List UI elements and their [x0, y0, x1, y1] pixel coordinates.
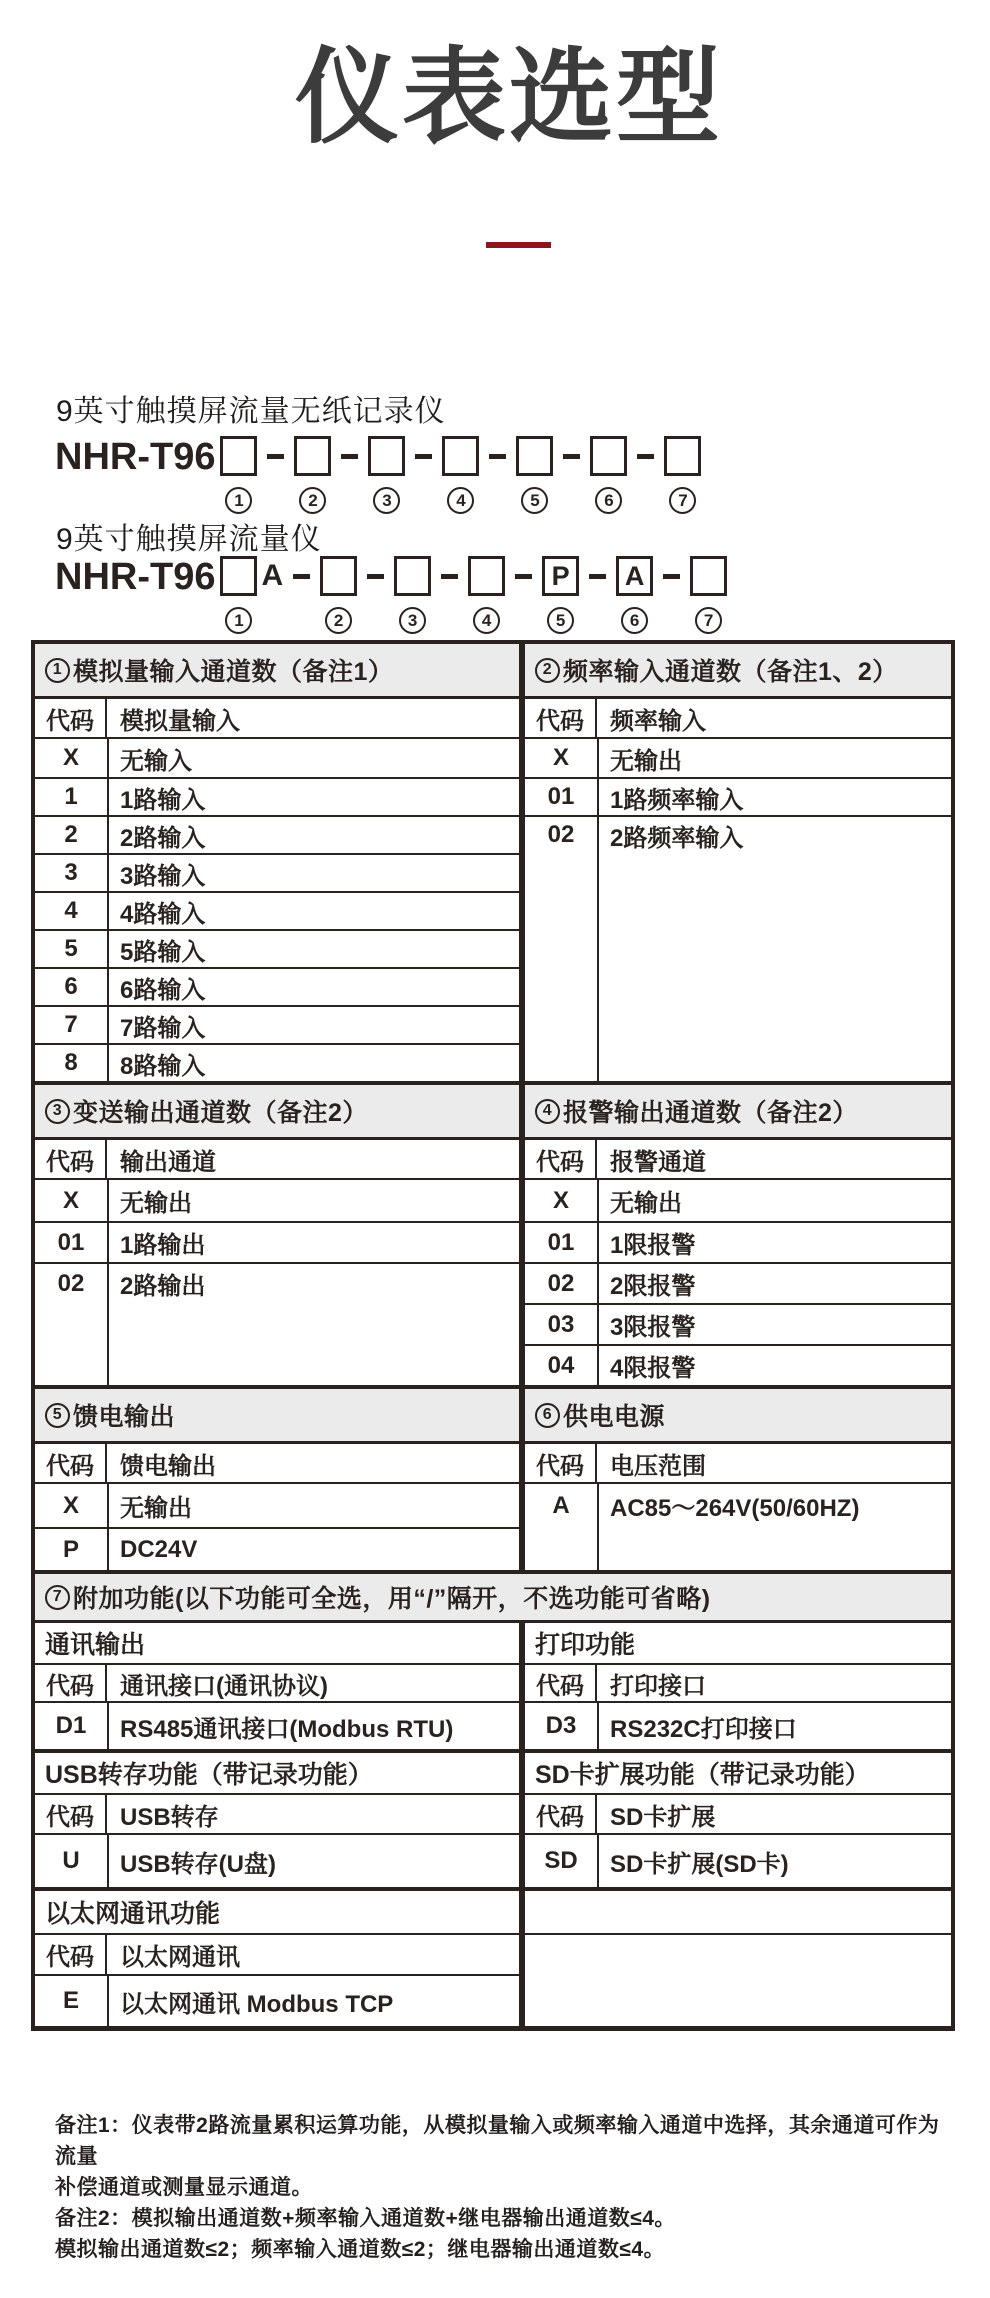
- table-row: [525, 1835, 951, 1887]
- value-cell: 2限报警: [610, 1273, 696, 1300]
- value-cell: 1路输出: [120, 1232, 206, 1259]
- column-header-row: [35, 1444, 519, 1484]
- model-code-slot: [320, 556, 357, 634]
- table-row: [525, 1262, 951, 1303]
- dash-separator: [589, 574, 606, 579]
- section-comm-print: [35, 1623, 951, 1749]
- circled-number: 1: [225, 607, 252, 634]
- value-cell: 3限报警: [610, 1314, 696, 1341]
- model-code-box: [220, 556, 257, 596]
- column-header-row: [525, 699, 951, 739]
- value-cell: 1限报警: [610, 1232, 696, 1259]
- code-cell: P: [62, 1535, 79, 1563]
- table-row: [35, 815, 519, 853]
- model-2-label: 9英寸触摸屏流量仪: [56, 523, 322, 556]
- model-code-slot: [394, 556, 431, 634]
- table-row: [525, 1703, 951, 1749]
- alarm-rows: [525, 1180, 951, 1385]
- model-code-box: [468, 556, 505, 596]
- fixed-letter-a: A: [261, 559, 284, 592]
- dash-separator: [367, 574, 384, 579]
- value-cell: 6路输入: [120, 976, 206, 1004]
- section-title: 变送输出通道数（备注2）: [73, 1099, 368, 1127]
- section-title: 馈电输出: [73, 1403, 176, 1431]
- transmit-half: [35, 1085, 519, 1385]
- column-header-row: [35, 1935, 519, 1976]
- table-row: [35, 1221, 519, 1262]
- name-column-header: 通讯接口(通讯协议): [120, 1672, 328, 1700]
- transmit-rows: [35, 1180, 519, 1385]
- name-column-header: SD卡扩展: [610, 1803, 716, 1831]
- table-row: [525, 739, 951, 777]
- subsection-title-ethernet: 以太网通讯功能: [35, 1891, 519, 1935]
- model-1-label: 9英寸触摸屏流量无纸记录仪: [56, 395, 446, 428]
- table-row: [525, 1221, 951, 1262]
- code-cell: 01: [547, 1228, 575, 1256]
- dash-separator: [489, 454, 506, 459]
- table-row: [35, 1527, 519, 1570]
- code-cell: 3: [64, 859, 78, 886]
- section-header-additional: [35, 1570, 951, 1623]
- value-cell: 无输入: [120, 747, 192, 775]
- code-cell: A: [552, 1491, 570, 1519]
- subsection-title-sd: SD卡扩展功能（带记录功能）: [525, 1753, 951, 1795]
- print-rows: [525, 1703, 951, 1749]
- freq-half: [525, 644, 951, 1081]
- value-cell: 以太网通讯 Modbus TCP: [120, 1990, 394, 2018]
- table-row: [35, 1976, 519, 2026]
- column-header-row: [525, 1665, 951, 1703]
- value-cell: 2路输出: [120, 1273, 206, 1300]
- name-column-header: USB转存: [120, 1803, 219, 1831]
- circled-number: 5: [547, 607, 574, 634]
- value-cell: SD卡扩展(SD卡): [610, 1850, 789, 1878]
- note-line: 补偿通道或测量显示通道。: [55, 2176, 313, 2199]
- name-column-header: 模拟量输入: [120, 707, 240, 735]
- supply-rows: [525, 1484, 951, 1570]
- dash-separator: [637, 454, 654, 459]
- column-header-row: [525, 1140, 951, 1180]
- empty-cell: [525, 1891, 951, 1935]
- code-column-header: 代码: [35, 1935, 107, 1974]
- section-header-supply: [525, 1389, 951, 1444]
- comm-rows: [35, 1703, 519, 1749]
- code-cell: X: [62, 744, 79, 771]
- table-row: [35, 1835, 519, 1887]
- subsection-title-print: 打印功能: [525, 1623, 951, 1665]
- model-code-box: [516, 436, 553, 476]
- name-column-header: 电压范围: [610, 1452, 706, 1480]
- value-cell: 7路输入: [120, 1014, 206, 1042]
- circled-number: 5: [521, 487, 548, 514]
- code-cell: 5: [64, 935, 78, 962]
- dash-separator: [515, 574, 532, 579]
- code-cell: 7: [64, 1011, 78, 1038]
- section-header-transmit: [35, 1085, 519, 1140]
- dash-separator: [293, 574, 310, 579]
- circled-number: 7: [669, 487, 696, 514]
- table-row: [35, 1262, 519, 1303]
- dash-separator: [441, 574, 458, 579]
- circled-number: 4: [473, 607, 500, 634]
- column-header-row: [35, 1140, 519, 1180]
- model-code-box: [442, 436, 479, 476]
- section-title: 附加功能(以下功能可全选，用“/”隔开，不选功能可省略): [73, 1585, 711, 1613]
- name-column-header: 输出通道: [120, 1148, 216, 1176]
- code-cell: U: [62, 1847, 80, 1874]
- model-code-slot: [616, 556, 653, 634]
- circled-number: 3: [373, 487, 400, 514]
- note-line: 备注2：模拟输出通道数+频率输入通道数+继电器输出通道数≤4。: [55, 2207, 676, 2230]
- circled-number: 1: [45, 658, 70, 683]
- table-row: [525, 815, 951, 853]
- circled-number: 2: [325, 607, 352, 634]
- column-header-row: [35, 1795, 519, 1835]
- circled-number: 4: [535, 1099, 560, 1124]
- sd-rows: [525, 1835, 951, 1887]
- table-row: [35, 891, 519, 929]
- code-column-header: 代码: [525, 1665, 597, 1701]
- note-line: 模拟输出通道数≤2；频率输入通道数≤2；继电器输出通道数≤4。: [55, 2238, 666, 2261]
- model-code-box-p: P: [542, 556, 579, 596]
- model-code-box: [320, 556, 357, 596]
- column-header-row: [35, 699, 519, 739]
- dash-separator: [267, 454, 284, 459]
- circled-number: 4: [447, 487, 474, 514]
- code-column-header: 代码: [35, 699, 107, 737]
- circled-number: 1: [225, 487, 252, 514]
- circled-number: 3: [399, 607, 426, 634]
- value-cell: 4路输入: [120, 900, 206, 928]
- code-cell: SD: [544, 1847, 578, 1874]
- empty-area: [525, 1527, 951, 1570]
- dash-separator: [415, 454, 432, 459]
- section-transmit-alarm: [35, 1081, 951, 1385]
- code-cell: D1: [55, 1712, 87, 1739]
- code-cell: 02: [547, 821, 575, 848]
- section-analog-freq: [35, 644, 951, 1081]
- table-row: [35, 777, 519, 815]
- section-header-analog: [35, 644, 519, 699]
- model-code-slot: [220, 556, 257, 634]
- table-row: [35, 739, 519, 777]
- table-row: [35, 1180, 519, 1221]
- model-code-slot: [542, 556, 579, 634]
- table-row: [525, 777, 951, 815]
- code-cell: 4: [64, 897, 78, 924]
- name-column-header: 报警通道: [610, 1148, 706, 1176]
- circled-number: 7: [45, 1585, 70, 1610]
- value-cell: 2路输入: [120, 824, 206, 852]
- value-cell: 3路输入: [120, 862, 206, 890]
- code-cell: E: [62, 1987, 79, 2014]
- code-cell: 1: [64, 783, 78, 810]
- section-feed-supply: [35, 1385, 951, 1570]
- ethernet-half: [35, 1891, 519, 2026]
- value-cell: 5路输入: [120, 938, 206, 966]
- model-1-code-diagram: [55, 436, 701, 514]
- footnotes: [55, 2110, 955, 2265]
- note-line: 备注1：仪表带2路流量累积运算功能，从模拟量输入或频率输入通道中选择，其余通道可作为流量: [55, 2114, 940, 2168]
- code-cell: X: [62, 1186, 79, 1214]
- value-cell: USB转存(U盘): [120, 1850, 276, 1878]
- code-cell: D3: [545, 1712, 577, 1739]
- model-2-code-diagram: [55, 556, 727, 634]
- code-cell: 02: [547, 1269, 575, 1297]
- feed-half: [35, 1389, 519, 1570]
- column-header-row: [35, 1665, 519, 1703]
- code-column-header: 代码: [35, 1795, 107, 1833]
- ethernet-empty-half: [525, 1891, 951, 2026]
- code-cell: X: [552, 744, 569, 771]
- model-2-prefix: NHR-T96: [55, 556, 216, 598]
- code-cell: 8: [64, 1049, 78, 1076]
- analog-half: [35, 644, 519, 1081]
- alarm-half: [525, 1085, 951, 1385]
- selection-table: [31, 640, 955, 2031]
- circled-number: 6: [535, 1403, 560, 1428]
- section-usb-sd: [35, 1749, 951, 1887]
- name-column-header: 打印接口: [610, 1672, 706, 1700]
- value-cell: 1路频率输入: [610, 786, 744, 814]
- value-cell: DC24V: [120, 1535, 198, 1563]
- code-column-header: 代码: [525, 699, 597, 737]
- model-1-prefix: NHR-T96: [55, 436, 216, 478]
- name-column-header: 馈电输出: [120, 1452, 216, 1480]
- code-cell: 03: [547, 1310, 575, 1338]
- value-cell: 8路输入: [120, 1052, 206, 1080]
- circled-number: 5: [45, 1403, 70, 1428]
- circled-number: 2: [535, 658, 560, 683]
- circled-number: 7: [695, 607, 722, 634]
- model-code-slot: [368, 436, 405, 514]
- section-ethernet: [35, 1887, 951, 2026]
- table-row: [35, 1484, 519, 1527]
- value-cell: AC85～264V(50/60HZ): [610, 1495, 860, 1522]
- supply-half: [525, 1389, 951, 1570]
- code-column-header: 代码: [35, 1665, 107, 1701]
- code-column-header: 代码: [525, 1795, 597, 1833]
- table-row: [525, 1303, 951, 1344]
- value-cell: 无输出: [120, 1495, 192, 1522]
- value-cell: 1路输入: [120, 786, 206, 814]
- page-title: 仪表选型: [294, 40, 723, 156]
- dash-separator: [563, 454, 580, 459]
- value-cell: 2路频率输入: [610, 824, 744, 852]
- code-column-header: 代码: [35, 1140, 107, 1178]
- section-title: 频率输入通道数（备注1、2）: [563, 658, 898, 686]
- name-column-header: 以太网通讯: [120, 1944, 240, 1971]
- model-code-slot: [442, 436, 479, 514]
- model-code-box: [220, 436, 257, 476]
- freq-rows: [525, 739, 951, 1081]
- table-row: [35, 967, 519, 1005]
- print-half: [525, 1623, 951, 1749]
- code-cell: 02: [57, 1269, 85, 1297]
- code-cell: 01: [547, 783, 575, 810]
- table-row: [525, 1180, 951, 1221]
- section-header-alarm: [525, 1085, 951, 1140]
- analog-rows: [35, 739, 519, 1081]
- model-code-slot: [664, 436, 701, 514]
- column-header-row: [525, 1795, 951, 1835]
- circled-number: 6: [621, 607, 648, 634]
- code-column-header: 代码: [35, 1444, 107, 1482]
- value-cell: 无输出: [610, 747, 682, 775]
- model-code-slot: [294, 436, 331, 514]
- empty-area: [525, 853, 951, 1081]
- sd-half: [525, 1753, 951, 1887]
- table-row: [35, 929, 519, 967]
- table-row: [525, 1344, 951, 1385]
- table-row: [35, 1043, 519, 1081]
- value-cell: RS485通讯接口(Modbus RTU): [120, 1715, 454, 1743]
- section-title: 报警输出通道数（备注2）: [563, 1099, 858, 1127]
- model-code-slot: [590, 436, 627, 514]
- value-cell: 无输出: [610, 1190, 682, 1217]
- model-code-box-a: A: [616, 556, 653, 596]
- column-header-row: [525, 1444, 951, 1484]
- section-header-feed: [35, 1389, 519, 1444]
- model-code-box: [294, 436, 331, 476]
- dash-separator: [663, 574, 680, 579]
- ethernet-rows: [35, 1976, 519, 2026]
- empty-area: [35, 1303, 519, 1385]
- model-code-box: [664, 436, 701, 476]
- comm-half: [35, 1623, 519, 1749]
- empty-area: [525, 1935, 951, 2026]
- usb-half: [35, 1753, 519, 1887]
- table-row: [525, 1484, 951, 1527]
- feed-rows: [35, 1484, 519, 1570]
- model-code-box: [590, 436, 627, 476]
- value-cell: RS232C打印接口: [610, 1715, 797, 1743]
- dash-separator: [341, 454, 358, 459]
- code-column-header: 代码: [525, 1140, 597, 1178]
- code-column-header: 代码: [525, 1444, 597, 1482]
- value-cell: 无输出: [120, 1190, 192, 1217]
- table-row: [35, 853, 519, 891]
- model-code-slot: [690, 556, 727, 634]
- usb-rows: [35, 1835, 519, 1887]
- subsection-title-usb: USB转存功能（带记录功能）: [35, 1753, 519, 1795]
- circled-number: 6: [595, 487, 622, 514]
- model-code-slot: [516, 436, 553, 514]
- table-row: [35, 1703, 519, 1749]
- code-cell: 01: [57, 1228, 85, 1256]
- code-cell: 6: [64, 973, 78, 1000]
- title-underline-bar: [486, 242, 551, 248]
- section-header-freq: [525, 644, 951, 699]
- circled-number: 2: [299, 487, 326, 514]
- model-code-slot: [220, 436, 257, 514]
- section-title: 模拟量输入通道数（备注1）: [73, 658, 394, 686]
- model-code-box: [368, 436, 405, 476]
- code-cell: 2: [64, 821, 78, 848]
- name-column-header: 频率输入: [610, 707, 706, 735]
- model-code-box: [394, 556, 431, 596]
- model-code-box: [690, 556, 727, 596]
- subsection-title-comm: 通讯输出: [35, 1623, 519, 1665]
- section-title: 供电电源: [563, 1403, 666, 1431]
- circled-number: 3: [45, 1099, 70, 1124]
- code-cell: X: [62, 1491, 79, 1519]
- value-cell: 4限报警: [610, 1355, 696, 1382]
- code-cell: 04: [547, 1351, 575, 1379]
- model-code-slot: [468, 556, 505, 634]
- table-row: [35, 1005, 519, 1043]
- code-cell: X: [552, 1186, 569, 1214]
